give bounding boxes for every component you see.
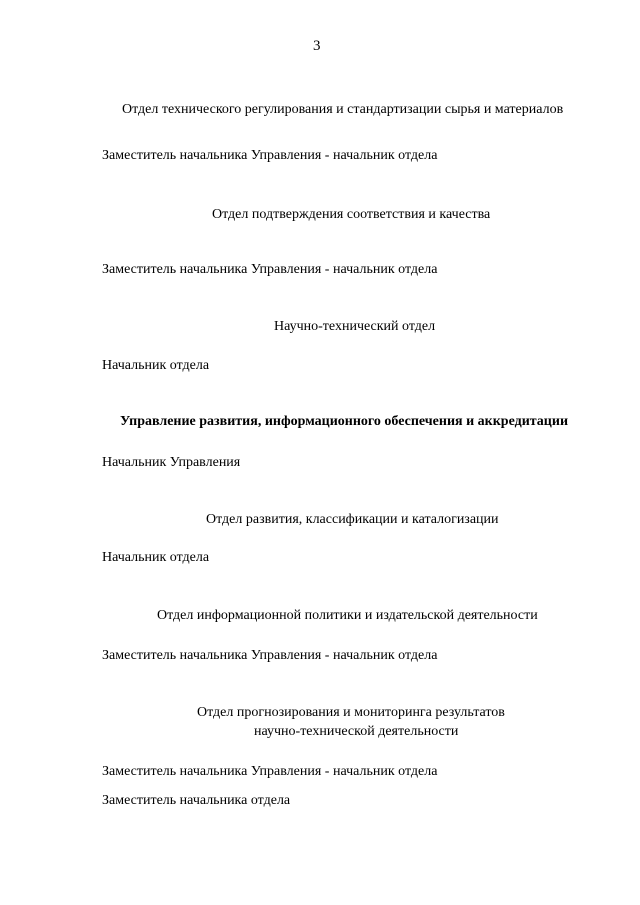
position-title: Заместитель начальника Управления - начальник отдела (102, 148, 438, 163)
position-title: Начальник отдела (102, 550, 210, 565)
position-title: Заместитель начальника Управления - начальник отдела (102, 648, 438, 663)
dept-heading-scientific-technical: Научно-технический отдел (274, 319, 436, 334)
dept-heading-forecasting-line-2: научно-технической деятельности (254, 724, 459, 739)
position-title: Заместитель начальника Управления - начальник отдела (102, 764, 438, 779)
dept-heading-forecasting-line-1: Отдел прогнозирования и мониторинга результатов (197, 705, 505, 720)
dept-heading-information-policy: Отдел информационной политики и издательской деятельности (157, 608, 538, 623)
directorate-heading-development: Управление развития, информационного обеспечения и аккредитации (120, 414, 569, 429)
position-title: Заместитель начальника отдела (102, 793, 291, 808)
position-title: Начальник отдела (102, 358, 210, 373)
position-title: Заместитель начальника Управления - начальник отдела (102, 262, 438, 277)
dept-heading-technical-regulation: Отдел технического регулирования и стандартизации сырья и материалов (122, 102, 564, 117)
dept-heading-classification: Отдел развития, классификации и каталогизации (206, 512, 499, 527)
page-number: 3 (313, 38, 321, 54)
dept-heading-conformity: Отдел подтверждения соответствия и качества (212, 207, 491, 222)
position-title: Начальник Управления (102, 455, 241, 470)
